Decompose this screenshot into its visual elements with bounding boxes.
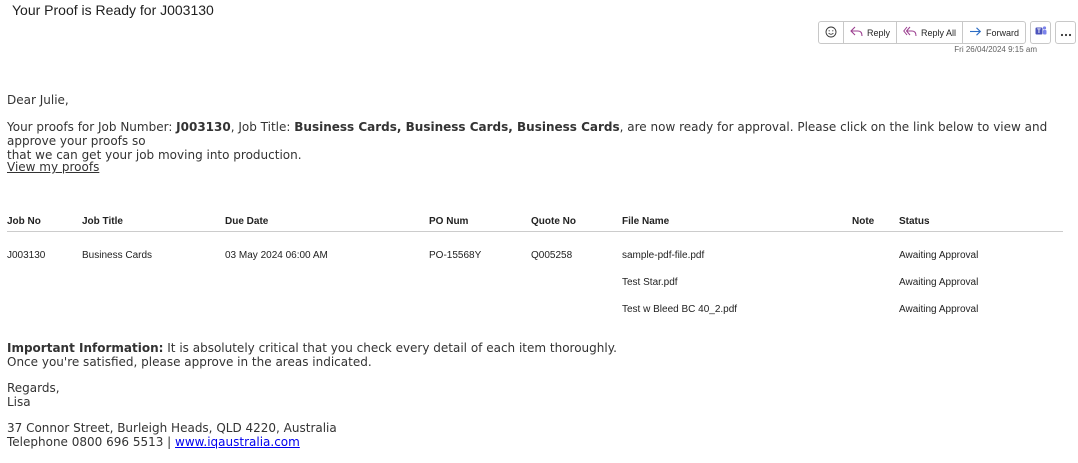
intro-text-3: , are now ready for approval. Please click on the link below to view and approve your proofs so [7, 120, 1048, 148]
header-note: Note [852, 212, 899, 232]
cell-note [852, 269, 899, 296]
cell-job-no: J003130 [7, 250, 46, 261]
more-icon [1060, 24, 1072, 42]
smiley-icon [825, 26, 837, 40]
received-date: Fri 26/04/2024 9:15 am [954, 45, 1037, 54]
cell-po-num [429, 269, 531, 296]
cell-job-no [7, 269, 82, 296]
forward-button[interactable] [963, 22, 1025, 43]
cell-job-no [7, 296, 82, 323]
important-label: Important Information: [7, 341, 164, 355]
company-footer [7, 421, 337, 449]
email-subject: Your Proof is Ready for J003130 [12, 2, 214, 18]
greeting: Dear Julie, [7, 93, 69, 107]
table-row [7, 232, 1063, 270]
signer-name: Lisa [7, 395, 31, 409]
message-toolbar [818, 21, 1076, 44]
cell-note [852, 296, 899, 323]
reply-label: Reply [867, 27, 891, 38]
cell-po-num [429, 296, 531, 323]
header-file-name: File Name [622, 212, 852, 232]
cell-status: Awaiting Approval [899, 304, 979, 315]
reply-all-label: Reply All [921, 27, 957, 38]
reply-all-button[interactable] [897, 22, 963, 43]
cell-file-name: Test w Bleed BC 40_2.pdf [622, 304, 738, 315]
signoff [7, 381, 60, 409]
svg-text:T: T [1036, 28, 1041, 35]
cell-po-num: PO-15568Y [429, 250, 482, 261]
header-status: Status [899, 212, 1063, 232]
website-link[interactable]: www.iqaustralia.com [175, 435, 300, 449]
cell-quote-no: Q005258 [531, 250, 573, 261]
forward-icon [969, 26, 982, 39]
cell-due-date [225, 296, 429, 323]
cell-quote-no [531, 269, 622, 296]
cell-job-title [82, 269, 225, 296]
header-po-num: PO Num [429, 212, 531, 232]
intro-paragraph [7, 120, 1073, 162]
important-information [7, 341, 617, 369]
job-number: J003130 [176, 120, 231, 134]
teams-button[interactable] [1030, 21, 1051, 44]
important-text-line2: Once you're satisfied, please approve in the areas indicated. [7, 355, 372, 369]
cell-due-date [225, 269, 429, 296]
table-row [7, 296, 1063, 323]
cell-status: Awaiting Approval [899, 250, 979, 261]
regards-text: Regards, [7, 381, 60, 395]
company-telephone: Telephone 0800 696 5513 | [7, 435, 176, 449]
view-proofs-link[interactable]: View my proofs [7, 160, 100, 174]
important-text: It is absolutely critical that you check every detail of each item thoroughly. [163, 341, 617, 355]
cell-job-title: Business Cards [82, 250, 153, 261]
cell-due-date: 03 May 2024 06:00 AM [225, 250, 328, 261]
reply-button[interactable] [844, 22, 897, 43]
react-button[interactable] [819, 22, 844, 43]
intro-text-2: , Job Title: [230, 120, 295, 134]
teams-icon [1035, 24, 1047, 42]
header-due-date: Due Date [225, 212, 429, 232]
intro-text-1: Your proofs for Job Number: [7, 120, 177, 134]
jobs-table [7, 212, 1063, 323]
cell-note [852, 232, 899, 270]
more-actions-button[interactable] [1055, 21, 1076, 44]
forward-label: Forward [986, 27, 1020, 38]
cell-file-name: sample-pdf-file.pdf [622, 250, 705, 261]
reply-all-icon [903, 26, 917, 39]
job-title: Business Cards, Business Cards, Business Cards [294, 120, 620, 134]
table-header-row [7, 212, 1063, 232]
header-job-no: Job No [7, 212, 82, 232]
header-job-title: Job Title [82, 212, 225, 232]
cell-status: Awaiting Approval [899, 277, 979, 288]
table-row [7, 269, 1063, 296]
reply-icon [850, 26, 863, 39]
action-button-group [818, 21, 1026, 44]
header-quote-no: Quote No [531, 212, 622, 232]
company-address: 37 Connor Street, Burleigh Heads, QLD 4220, Australia [7, 421, 337, 435]
cell-file-name: Test Star.pdf [622, 277, 678, 288]
intro-text-line2: that we can get your job moving into production. [7, 148, 302, 162]
cell-job-title [82, 296, 225, 323]
cell-quote-no [531, 296, 622, 323]
